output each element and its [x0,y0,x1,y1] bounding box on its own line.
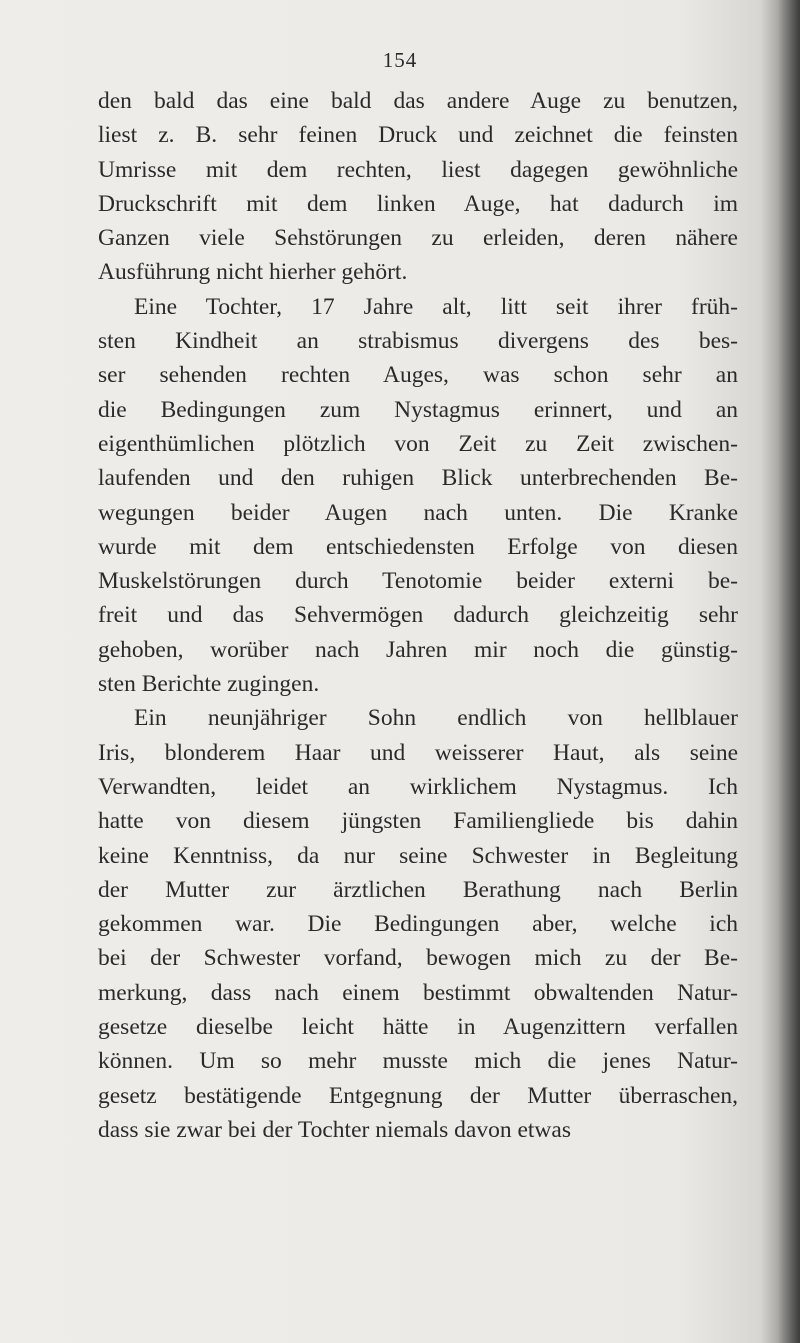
text-line: Ausführung nicht hierher gehört. [98,259,408,286]
text-line: sten Kindheit an strabismus divergens des bes- [98,328,738,355]
text-line: gesetze dieselbe leicht hätte in Augenzittern verfallen [98,1014,738,1041]
text-line: Druckschrift mit dem linken Auge, hat dadurch im [98,190,738,217]
text-line: gekommen war. Die Bedingungen aber, welche ich [98,911,738,938]
page-edge-shadow [778,0,800,1343]
text-line: keine Kenntniss, da nur seine Schwester in Begleitung [98,842,738,869]
text-line: gesetz bestätigende Entgegnung der Mutter überraschen, [98,1082,738,1109]
text-line: Ein neunjähriger Sohn endlich von hellblauer [134,705,738,732]
text-line: der Mutter zur ärztlichen Berathung nach Berlin [98,876,738,903]
text-line: bei der Schwester vorfand, bewogen mich zu der Be- [98,945,738,972]
text-line: den bald das eine bald das andere Auge zu benutzen, [98,88,738,114]
text-line: laufenden und den ruhigen Blick unterbrechenden Be- [98,465,738,492]
text-line: liest z. B. sehr feinen Druck und zeichnet die feinsten [98,122,738,149]
text-line: ser sehenden rechten Auges, was schon sehr an [98,362,738,389]
text-line: sten Berichte zugingen. [98,671,320,698]
text-line: Iris, blonderem Haar und weisserer Haut, als seine [98,739,738,766]
text-line: freit und das Sehvermögen dadurch gleichzeitig sehr [98,602,738,629]
text-line: wurde mit dem entschiedensten Erfolge von diesen [98,533,738,560]
page-number: 154 [382,48,418,72]
text-line: Muskelstörungen durch Tenotomie beider externi be- [98,568,738,595]
text-line: gehoben, worüber nach Jahren mir noch die günstig- [98,636,738,663]
text-line: hatte von diesem jüngsten Familiengliede bis dahin [98,808,738,835]
text-line: Eine Tochter, 17 Jahre alt, litt seit ihrer früh- [134,293,738,320]
text-line: die Bedingungen zum Nystagmus erinnert, und an [98,396,738,423]
text-line: Umrisse mit dem rechten, liest dagegen gewöhnliche [98,156,738,183]
body-text [98,84,738,1147]
text-line: können. Um so mehr musste mich die jenes Natur- [98,1048,738,1075]
text-line: Ganzen viele Sehstörungen zu erleiden, deren nähere [98,225,738,252]
text-line: merkung, dass nach einem bestimmt obwaltenden Natur- [98,979,738,1006]
text-line: dass sie zwar bei der Tochter niemals davon etwas [98,1116,571,1143]
text-line: Verwandten, leidet an wirklichem Nystagmus. Ich [98,773,738,800]
text-line: eigenthümlichen plötzlich von Zeit zu Zeit zwischen- [98,430,738,457]
text-line: wegungen beider Augen nach unten. Die Kranke [98,499,738,526]
